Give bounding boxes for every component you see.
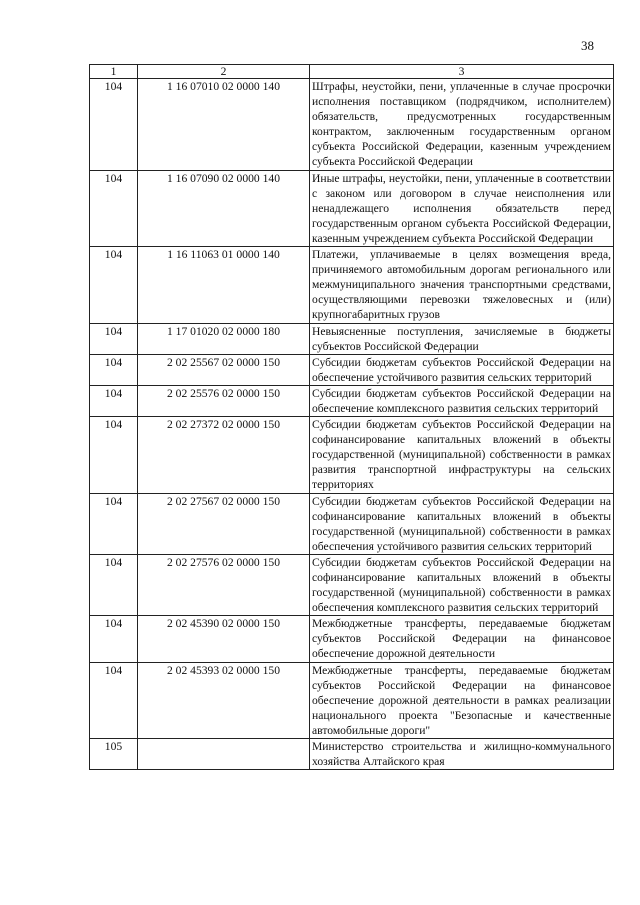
table-row bbox=[90, 417, 614, 493]
revenue-codes-table bbox=[89, 64, 614, 770]
budget-code-cell: 2 02 25567 02 0000 150 bbox=[138, 354, 310, 385]
budget-code-cell: 1 16 11063 01 0000 140 bbox=[138, 247, 310, 323]
budget-code-cell: 2 02 45390 02 0000 150 bbox=[138, 616, 310, 662]
admin-code-cell: 104 bbox=[90, 493, 138, 554]
description-cell: Субсидии бюджетам субъектов Российской Федерации на софинансирование капитальных вложений в объекты государственной (муниципальной) собственности в рамках обеспечения комплексного развития сельских территорий bbox=[310, 554, 614, 615]
table-row bbox=[90, 79, 614, 171]
description-cell: Министерство строительства и жилищно-коммунального хозяйства Алтайского края bbox=[310, 739, 614, 770]
table-row bbox=[90, 493, 614, 554]
admin-code-cell: 104 bbox=[90, 662, 138, 738]
budget-code-cell: 1 16 07010 02 0000 140 bbox=[138, 79, 310, 171]
table-row bbox=[90, 170, 614, 246]
header-col-2: 2 bbox=[138, 65, 310, 79]
header-col-3: 3 bbox=[310, 65, 614, 79]
admin-code-cell: 104 bbox=[90, 417, 138, 493]
budget-code-cell: 2 02 27576 02 0000 150 bbox=[138, 554, 310, 615]
table-row bbox=[90, 662, 614, 738]
table-row bbox=[90, 354, 614, 385]
table-row bbox=[90, 385, 614, 416]
description-cell: Субсидии бюджетам субъектов Российской Федерации на обеспечение комплексного развития сельских территорий bbox=[310, 385, 614, 416]
admin-code-cell: 104 bbox=[90, 170, 138, 246]
description-cell: Субсидии бюджетам субъектов Российской Федерации на обеспечение устойчивого развития сельских территорий bbox=[310, 354, 614, 385]
budget-code-cell: 2 02 45393 02 0000 150 bbox=[138, 662, 310, 738]
table-row bbox=[90, 554, 614, 615]
description-cell: Межбюджетные трансферты, передаваемые бюджетам субъектов Российской Федерации на финансовое обеспечение дорожной деятельности в рамках реализации национального проекта "Безопасные и качественные автомобильные дороги" bbox=[310, 662, 614, 738]
description-cell: Невыясненные поступления, зачисляемые в бюджеты субъектов Российской Федерации bbox=[310, 323, 614, 354]
table-row bbox=[90, 323, 614, 354]
table-row bbox=[90, 616, 614, 662]
admin-code-cell: 104 bbox=[90, 616, 138, 662]
description-cell: Платежи, уплачиваемые в целях возмещения вреда, причиняемого автомобильным дорогам регионального или межмуниципального значения транспортными средствами, осуществляющими перевозки тяжеловесных и (или) крупногабаритных грузов bbox=[310, 247, 614, 323]
budget-code-cell: 1 16 07090 02 0000 140 bbox=[138, 170, 310, 246]
budget-code-cell: 2 02 27372 02 0000 150 bbox=[138, 417, 310, 493]
description-cell: Иные штрафы, неустойки, пени, уплаченные в соответствии с законом или договором в случае неисполнения или ненадлежащего исполнения обязательств перед государственным органом субъекта Российской Федерации, казенным учреждением субъекта Российской Федерации bbox=[310, 170, 614, 246]
table-row bbox=[90, 739, 614, 770]
admin-code-cell: 104 bbox=[90, 385, 138, 416]
description-cell: Субсидии бюджетам субъектов Российской Федерации на софинансирование капитальных вложений в объекты государственной (муниципальной) собственности в рамках обеспечения устойчивого развития сельских территорий bbox=[310, 493, 614, 554]
budget-code-cell: 1 17 01020 02 0000 180 bbox=[138, 323, 310, 354]
admin-code-cell: 104 bbox=[90, 247, 138, 323]
description-cell: Штрафы, неустойки, пени, уплаченные в случае просрочки исполнения поставщиком (подрядчиком, исполнителем) обязательств, предусмотренных государственным контрактом, заключенным государственным органом субъекта Российской Федерации, казенным учреждением субъекта Российской Федерации bbox=[310, 79, 614, 171]
admin-code-cell: 104 bbox=[90, 354, 138, 385]
description-cell: Межбюджетные трансферты, передаваемые бюджетам субъектов Российской Федерации на финансовое обеспечение дорожной деятельности bbox=[310, 616, 614, 662]
budget-code-cell: 2 02 25576 02 0000 150 bbox=[138, 385, 310, 416]
admin-code-cell: 104 bbox=[90, 554, 138, 615]
header-col-1: 1 bbox=[90, 65, 138, 79]
header-row bbox=[90, 65, 614, 79]
admin-code-cell: 105 bbox=[90, 739, 138, 770]
table-row bbox=[90, 247, 614, 323]
admin-code-cell: 104 bbox=[90, 323, 138, 354]
admin-code-cell: 104 bbox=[90, 79, 138, 171]
budget-code-cell: 2 02 27567 02 0000 150 bbox=[138, 493, 310, 554]
description-cell: Субсидии бюджетам субъектов Российской Федерации на софинансирование капитальных вложений в объекты государственной (муниципальной) собственности в рамках развития транспортной инфраструктуры на сельских территориях bbox=[310, 417, 614, 493]
budget-code-cell bbox=[138, 739, 310, 770]
page-number: 38 bbox=[581, 38, 594, 53]
